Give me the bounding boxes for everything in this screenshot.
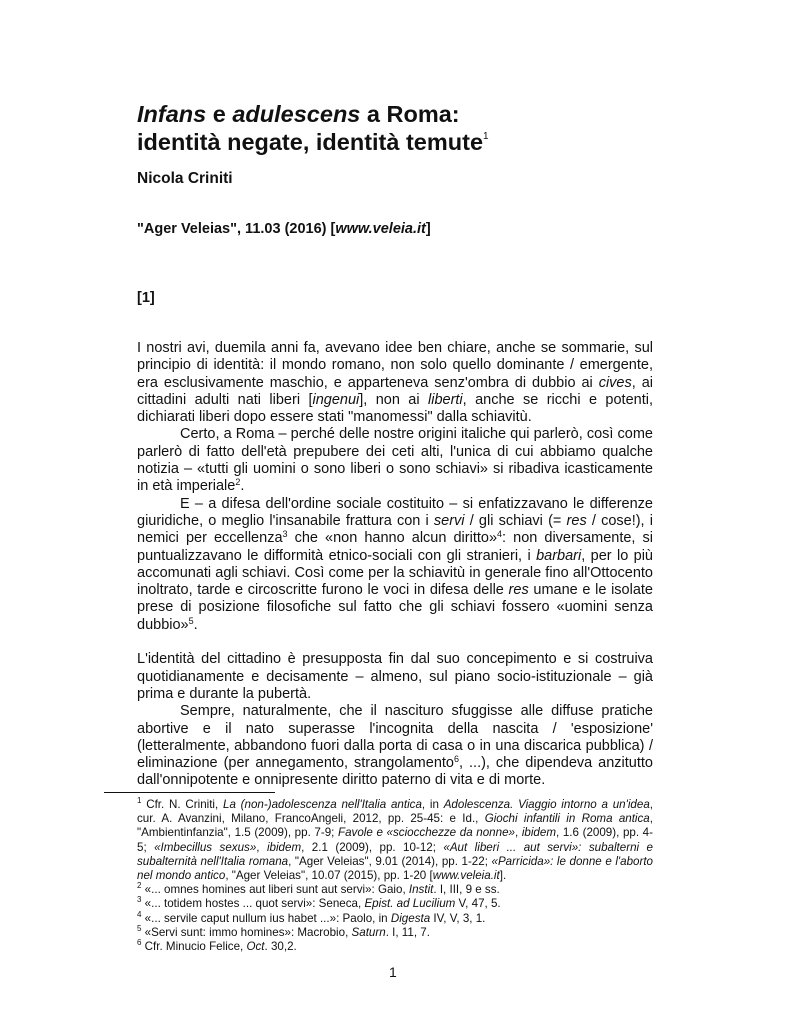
- footnotes: [137, 798, 653, 954]
- paragraph-4: L'identità del cittadino è presupposta fin dal suo concepimento e si costruiva quotidianamente e decisamente – almeno, sul piano socio-istituzionale – già prima e durante la pubertà.: [137, 651, 653, 702]
- paragraph-2: Certo, a Roma – perché delle nostre origini italiche qui parlerò, così come parlerò di fatto dell'età prepubere dei ceti alti, l'unica di cui abbiamo qualche notizia – «tutti gli uomini o sono liberi o sono schiavi» si ribadiva icasticamente in età imperiale$^2$.: [137, 426, 653, 495]
- footnote-4: $^4$ «... servile caput nullum ius habet ...»: Paolo, in Digesta IV, V, 3, 1.: [137, 909, 486, 925]
- footnote-6: $^6$ Cfr. Minucio Felice, Oct. 30,2.: [137, 938, 297, 954]
- footnote-3: $^3$ «... totidem hostes ... quot servi»: Seneca, Epist. ad Lucilium V, 47, 5.: [137, 895, 501, 911]
- footnote-1: $^1$ Cfr. N. Criniti, La (non-)adolescenza nell'Italia antica, in Adolescenza. Viaggio intorno a un'idea, cur. A. Avanzini, Milano, FrancoAngeli, 2012, pp. 25-45: e Id., Giochi infantili in Roma antica, "Ambientinfanzia", 1.5 (2009), pp. 7-9; Favole e «sciocchezze da nonne», ibidem, 1.6 (2009), pp. 4-5; «Imbecillus sexus», ibidem, 2.1 (2009), pp. 10-12; «Aut liberi ... aut servi»: subalterni e subalternità nell'Italia romana, "Ager Veleias", 9.01 (2014), pp. 1-22; «Parricida»: le donne e l'aborto nel mondo antico, "Ager Veleias", 10.07 (2015), pp. 1-20 [www.veleia.it].: [137, 796, 654, 883]
- title-subtitle: identità negate, identità temute: [137, 129, 484, 155]
- footnote-2: $^2$ «... omnes homines aut liberi sunt aut servi»: Gaio, Instit. I, III, 9 e ss.: [137, 881, 500, 897]
- footnote-5: $^5$ «Servi sunt: immo homines»: Macrobio, Saturn. I, 11, 7.: [137, 923, 430, 939]
- paragraph-1: I nostri avi, duemila anni fa, avevano idee ben chiare, anche se sommarie, sul principio di identità: il mondo romano, non solo quello dominante / emergente, era esclusivamente maschio, e apparteneva senz'ombra di dubbio ai cives, ai cittadini adulti nati liberi [ingenui], non ai liberti, anche se ricchi e potenti, dichiarati liberi dopo essere stati "manomessi" dalla schiavitù.: [137, 340, 654, 426]
- article-title: Infans e adulescens a Roma: identità negate, identità temute$^1$: [137, 101, 489, 155]
- title-footnote-marker: 1: [483, 131, 489, 142]
- footnote-separator: [104, 792, 275, 793]
- title-word-infans: Infans: [137, 101, 207, 127]
- footnote-ref[interactable]: 4: [497, 529, 503, 540]
- page-number: 1: [389, 964, 397, 980]
- author-name: Nicola Criniti: [137, 170, 233, 187]
- footnote-ref[interactable]: 3: [282, 529, 288, 540]
- footnote-ref[interactable]: 6: [453, 754, 459, 765]
- footnote-ref[interactable]: 5: [188, 615, 194, 626]
- title-word-adulescens: adulescens: [232, 101, 361, 127]
- paragraph-3: E – a difesa dell'ordine sociale costituito – si enfatizzavano le differenze giuridiche, o meglio l'insanabile frattura con i servi / gli schiavi (= res / cose!), i nemici per eccellenza$^3$ che «non hanno alcun diritto»$^4$: non diversamente, si puntualizzavano le difformità etnico-sociali con gli stranieri, i barbari, per lo più accomunati agli schiavi. Così come per la schiavitù in generale fino all'Ottocento inoltrato, tarde e circoscritte furono le voci in difesa delle res umane e le isolate prese di posizione filosofiche sul fatto che gli schiavi fossero «uomini senza dubbio»$^5$.: [137, 495, 653, 633]
- journal-reference: "Ager Veleias", 11.03 (2016) [www.veleia.it]: [137, 221, 431, 237]
- section-number: [1]: [137, 290, 155, 306]
- footnote-link[interactable]: www.veleia.it: [432, 869, 500, 883]
- journal-link[interactable]: www.veleia.it: [335, 221, 426, 237]
- body-text: [137, 340, 653, 790]
- paragraph-5: Sempre, naturalmente, che il nascituro sfuggisse alle diffuse pratiche abortive e il nato superasse l'incognita della nascita / 'esposizione' (letteralmente, abbandono fuori dalla porta di casa o in una discarica pubblica) / eliminazione (per annegamento, strangolamento$^6$, ...), che dipendeva anzitutto dall'onnipotente e onnipresente diritto paterno di vita e di morte.: [137, 703, 653, 789]
- footnote-ref[interactable]: 2: [235, 477, 241, 488]
